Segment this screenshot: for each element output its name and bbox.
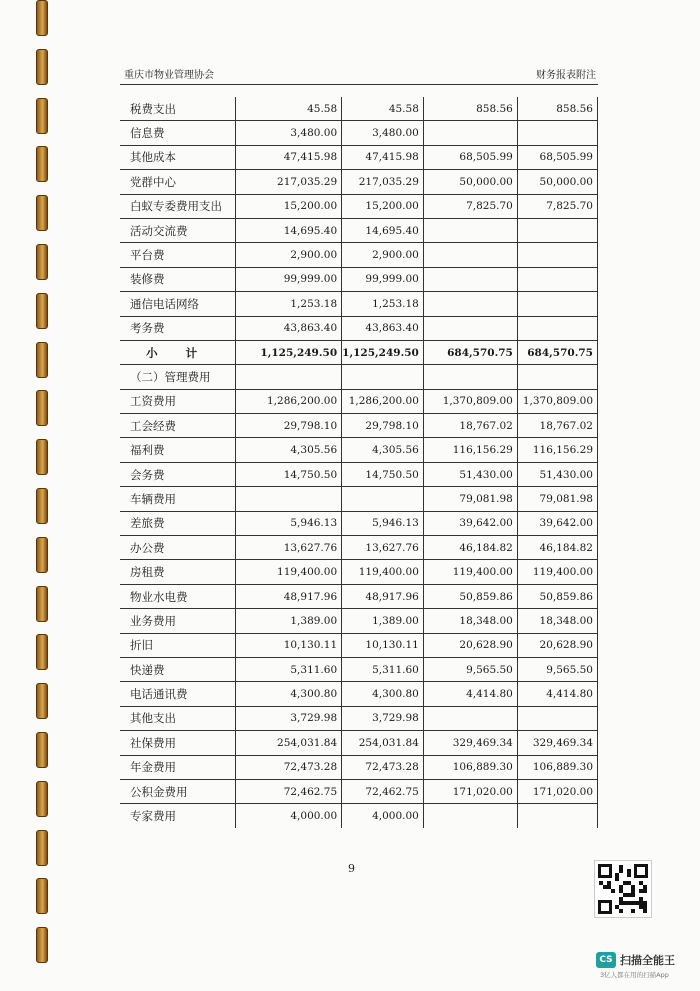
row-label: 折旧 [120,633,236,657]
qr-module [631,909,635,913]
prior-subtotal: 20,628.90 [518,633,598,657]
prior-amount: 51,430.00 [423,462,517,486]
table-row [120,731,598,755]
current-subtotal: 1,389.00 [342,609,424,633]
binder-hole [36,98,48,134]
binder-holes [36,0,50,991]
qr-module [611,889,615,893]
row-label: 平台费 [120,243,236,267]
current-amount: 29,798.10 [236,414,342,438]
table-row [120,536,598,560]
current-subtotal: 4,000.00 [342,804,424,828]
qr-module [619,909,623,913]
row-label: 考务费 [120,316,236,340]
prior-subtotal: 46,184.82 [518,536,598,560]
prior-amount: 119,400.00 [423,560,517,584]
current-amount: 3,729.98 [236,706,342,730]
table-row [120,657,598,681]
row-label: 其他支出 [120,706,236,730]
current-subtotal: 14,750.50 [342,462,424,486]
prior-subtotal: 39,642.00 [518,511,598,535]
row-label: 信息费 [120,121,236,145]
row-label: 通信电话网络 [120,292,236,316]
current-amount: 119,400.00 [236,560,342,584]
current-amount: 72,473.28 [236,755,342,779]
qr-module [619,869,623,873]
current-amount: 47,415.98 [236,145,342,169]
current-subtotal: 1,253.18 [342,292,424,316]
table-row [120,779,598,803]
current-subtotal: 72,462.75 [342,779,424,803]
current-subtotal: 3,480.00 [342,121,424,145]
qr-module [627,873,631,877]
current-amount [236,365,342,389]
organization-name: 重庆市物业管理协会 [124,70,214,81]
page-number: 9 [348,862,355,875]
table-row [120,218,598,242]
current-amount: 217,035.29 [236,170,342,194]
prior-amount [423,267,517,291]
prior-subtotal: 9,565.50 [518,657,598,681]
prior-subtotal: 119,400.00 [518,560,598,584]
prior-amount: 79,081.98 [423,487,517,511]
current-subtotal: 14,695.40 [342,218,424,242]
row-label: 物业水电费 [120,584,236,608]
row-label: 会务费 [120,462,236,486]
current-amount: 1,389.00 [236,609,342,633]
row-label: 其他成本 [120,145,236,169]
binder-hole [36,0,48,36]
current-subtotal: 254,031.84 [342,731,424,755]
prior-amount: 684,570.75 [423,340,517,364]
prior-amount [423,804,517,828]
current-amount [236,487,342,511]
binder-hole [36,146,48,182]
prior-amount: 9,565.50 [423,657,517,681]
table-row [120,194,598,218]
current-amount: 4,305.56 [236,438,342,462]
current-amount: 3,480.00 [236,121,342,145]
current-subtotal: 3,729.98 [342,706,424,730]
binder-hole [36,49,48,85]
current-subtotal: 99,999.00 [342,267,424,291]
row-label: 专家费用 [120,804,236,828]
qr-module [643,909,647,913]
binder-hole [36,878,48,914]
prior-subtotal: 171,020.00 [518,779,598,803]
prior-amount: 50,859.86 [423,584,517,608]
row-label: （二）管理费用 [120,365,236,389]
current-subtotal: 1,125,249.50 [342,340,424,364]
row-label: 工资费用 [120,389,236,413]
binder-hole [36,195,48,231]
row-label: 年金费用 [120,755,236,779]
current-amount: 45.58 [236,97,342,121]
table-row [120,706,598,730]
table-row [120,609,598,633]
table-row [120,487,598,511]
current-amount: 99,999.00 [236,267,342,291]
current-subtotal: 45.58 [342,97,424,121]
prior-amount [423,706,517,730]
prior-amount: 50,000.00 [423,170,517,194]
prior-subtotal: 858.56 [518,97,598,121]
row-label: 电话通讯费 [120,682,236,706]
prior-amount: 1,370,809.00 [423,389,517,413]
prior-subtotal [518,804,598,828]
row-label: 业务费用 [120,609,236,633]
row-label: 社保费用 [120,731,236,755]
current-amount: 4,300.80 [236,682,342,706]
row-label: 福利费 [120,438,236,462]
prior-subtotal [518,706,598,730]
table-row [120,145,598,169]
binder-hole [36,293,48,329]
table-row [120,560,598,584]
row-label: 小 计 [120,340,236,364]
row-label: 活动交流费 [120,218,236,242]
row-label: 车辆费用 [120,487,236,511]
prior-amount: 329,469.34 [423,731,517,755]
row-label: 差旅费 [120,511,236,535]
prior-subtotal: 329,469.34 [518,731,598,755]
table-row [120,389,598,413]
current-amount: 1,253.18 [236,292,342,316]
camscanner-logo-icon: CS [596,952,616,968]
current-amount: 43,863.40 [236,316,342,340]
prior-subtotal: 1,370,809.00 [518,389,598,413]
current-amount: 4,000.00 [236,804,342,828]
binder-hole [36,634,48,670]
prior-subtotal: 68,505.99 [518,145,598,169]
row-label: 税费支出 [130,101,176,116]
current-subtotal: 5,946.13 [342,511,424,535]
prior-amount: 18,767.02 [423,414,517,438]
current-amount: 15,200.00 [236,194,342,218]
prior-subtotal [518,316,598,340]
prior-amount [423,292,517,316]
current-amount: 5,946.13 [236,511,342,535]
prior-amount: 68,505.99 [423,145,517,169]
row-label: 党群中心 [120,170,236,194]
qr-code-icon [594,860,652,918]
prior-amount [423,316,517,340]
current-subtotal: 217,035.29 [342,170,424,194]
row-label: 快递费 [120,657,236,681]
prior-subtotal: 106,889.30 [518,755,598,779]
prior-amount: 116,156.29 [423,438,517,462]
table-row [120,462,598,486]
binder-hole [36,781,48,817]
table-row [120,438,598,462]
prior-amount: 106,889.30 [423,755,517,779]
page-header [120,64,598,85]
binder-hole [36,390,48,426]
camscanner-name: 扫描全能王 [620,954,675,967]
table-row [120,121,598,145]
prior-amount [423,218,517,242]
prior-subtotal: 684,570.75 [518,340,598,364]
prior-subtotal: 79,081.98 [518,487,598,511]
prior-subtotal: 4,414.80 [518,682,598,706]
prior-subtotal: 50,000.00 [518,170,598,194]
row-label: 办公费 [120,536,236,560]
expense-table [120,97,598,828]
row-label: 装修费 [120,267,236,291]
prior-amount [423,243,517,267]
prior-amount: 7,825.70 [423,194,517,218]
current-subtotal: 1,286,200.00 [342,389,424,413]
current-subtotal: 119,400.00 [342,560,424,584]
table-row [120,97,598,121]
current-subtotal: 13,627.76 [342,536,424,560]
current-subtotal [342,487,424,511]
current-subtotal [342,365,424,389]
prior-subtotal [518,218,598,242]
prior-amount: 20,628.90 [423,633,517,657]
row-label: 公积金费用 [120,779,236,803]
table-row [120,682,598,706]
prior-subtotal: 18,348.00 [518,609,598,633]
table-row [120,170,598,194]
current-subtotal: 29,798.10 [342,414,424,438]
prior-subtotal [518,121,598,145]
binder-hole [36,830,48,866]
current-amount: 254,031.84 [236,731,342,755]
table-row [120,316,598,340]
current-amount: 10,130.11 [236,633,342,657]
current-subtotal: 47,415.98 [342,145,424,169]
prior-subtotal [518,292,598,316]
current-subtotal: 72,473.28 [342,755,424,779]
binder-hole [36,342,48,378]
binder-hole [36,537,48,573]
current-amount: 5,311.60 [236,657,342,681]
table-row [120,755,598,779]
current-amount: 2,900.00 [236,243,342,267]
table-row [120,584,598,608]
prior-subtotal: 7,825.70 [518,194,598,218]
current-subtotal: 48,917.96 [342,584,424,608]
qr-module [615,877,619,881]
qr-module [631,893,635,897]
binder-hole [36,927,48,963]
table-row [120,804,598,828]
prior-amount: 171,020.00 [423,779,517,803]
binder-hole [36,683,48,719]
prior-amount: 46,184.82 [423,536,517,560]
row-label: 白蚁专委费用支出 [120,194,236,218]
binder-hole [36,586,48,622]
row-label: 工会经费 [120,414,236,438]
current-subtotal: 15,200.00 [342,194,424,218]
qr-module [643,889,647,893]
current-subtotal: 4,300.80 [342,682,424,706]
current-subtotal: 4,305.56 [342,438,424,462]
prior-subtotal: 116,156.29 [518,438,598,462]
current-amount: 14,695.40 [236,218,342,242]
current-amount: 14,750.50 [236,462,342,486]
prior-amount: 858.56 [423,97,517,121]
current-amount: 48,917.96 [236,584,342,608]
binder-hole [36,488,48,524]
table-row [120,633,598,657]
prior-subtotal: 50,859.86 [518,584,598,608]
current-subtotal: 43,863.40 [342,316,424,340]
binder-hole [36,244,48,280]
table-row [120,292,598,316]
prior-subtotal: 51,430.00 [518,462,598,486]
current-subtotal: 10,130.11 [342,633,424,657]
table-row [120,340,598,364]
prior-amount: 18,348.00 [423,609,517,633]
prior-subtotal [518,243,598,267]
current-subtotal: 5,311.60 [342,657,424,681]
prior-subtotal [518,267,598,291]
table-row [120,267,598,291]
prior-amount: 4,414.80 [423,682,517,706]
camscanner-tagline: 3亿人都在用的扫描App [600,971,669,979]
section-title: 财务报表附注 [536,70,596,81]
row-label: 房租费 [120,560,236,584]
prior-amount [423,365,517,389]
prior-amount: 39,642.00 [423,511,517,535]
current-subtotal: 2,900.00 [342,243,424,267]
prior-amount [423,121,517,145]
current-amount: 1,286,200.00 [236,389,342,413]
current-amount: 13,627.76 [236,536,342,560]
table-row [120,243,598,267]
table-row [120,414,598,438]
binder-hole [36,439,48,475]
current-amount: 1,125,249.50 [236,340,342,364]
prior-subtotal [518,365,598,389]
binder-hole [36,732,48,768]
table-row [120,511,598,535]
current-amount: 72,462.75 [236,779,342,803]
prior-subtotal: 18,767.02 [518,414,598,438]
table-row [120,365,598,389]
